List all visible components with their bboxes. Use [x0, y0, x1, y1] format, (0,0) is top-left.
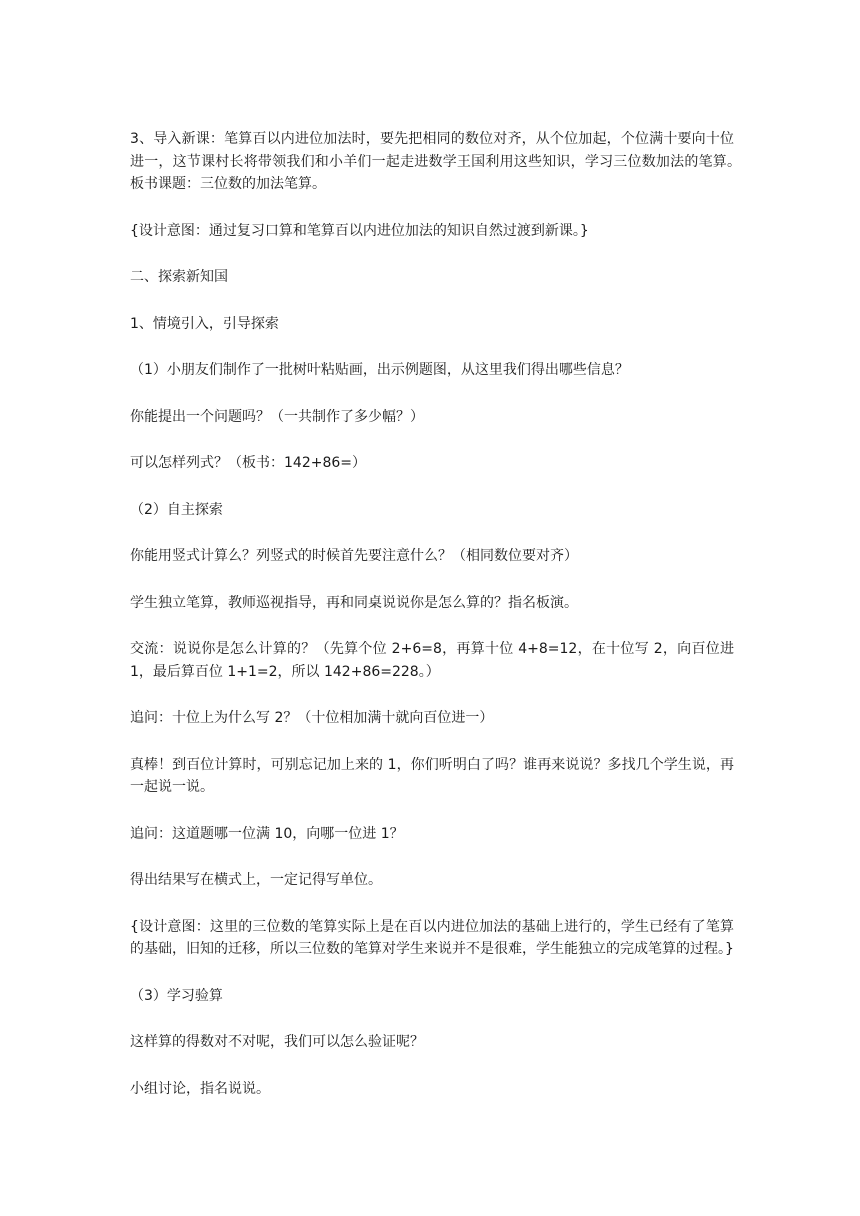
paragraph-equation: 可以怎样列式？（板书：142+86=）	[130, 455, 366, 471]
document-body	[130, 128, 748, 1124]
paragraph-step-2: （2）自主探索	[130, 501, 223, 518]
paragraph-vertical-calc: 你能用竖式计算么？列竖式的时候首先要注意什么？（相同数位要对齐）	[130, 548, 578, 564]
paragraph-verify-question: 这样算的得数对不对呢，我们可以怎么验证呢？	[130, 1034, 424, 1050]
paragraph-praise: 真棒！到百位计算时，可别忘记加上来的 1，你们听明白了吗？谁再来说说？多找几个学生说，再一起说一说。	[130, 756, 734, 795]
subsection-heading-scenario: 1、情境引入，引导探索	[130, 315, 279, 332]
paragraph-step-1: （1）小朋友们制作了一批树叶粘贴画，出示例题图，从这里我们得出哪些信息？	[130, 362, 629, 378]
paragraph-followup-2: 追问：这道题哪一位满 10，向哪一位进 1？	[130, 825, 404, 842]
paragraph-group-discussion: 小组讨论，指名说说。	[130, 1080, 270, 1097]
paragraph-result: 得出结果写在横式上，一定记得写单位。	[130, 872, 382, 888]
paragraph-followup-1: 追问：十位上为什么写 2？（十位相加满十就向百位进一）	[130, 710, 494, 726]
paragraph-question: 你能提出一个问题吗？（一共制作了多少幅？）	[130, 408, 424, 425]
paragraph-exchange: 交流：说说你是怎么计算的？（先算个位 2+6=8，再算十位 4+8=12，在十位写 2，向百位进 1，最后算百位 1+1=2，所以 142+86=228。）	[130, 641, 734, 680]
paragraph-design-intent-1: {设计意图：通过复习口算和笔算百以内进位加法的知识自然过渡到新课。}	[130, 222, 589, 239]
paragraph-intro-new-lesson: 3、导入新课：笔算百以内进位加法时，要先把相同的数位对齐，从个位加起，个位满十要向十位进一，这节课村长将带领我们和小羊们一起走进数学王国利用这些知识，学习三位数加法的笔算。 板书课题：三位数的加法笔算。	[130, 131, 748, 192]
section-heading-explore: 二、探索新知国	[130, 269, 228, 285]
paragraph-design-intent-2: {设计意图：这里的三位数的笔算实际上是在百以内进位加法的基础上进行的，学生已经有了笔算的基础，旧知的迁移，所以三位数的笔算对学生来说并不是很难，学生能独立的完成笔算的过程。}	[130, 918, 734, 957]
paragraph-step-3: （3）学习验算	[130, 987, 223, 1004]
paragraph-independent-work: 学生独立笔算，教师巡视指导，再和同桌说说你是怎么算的？指名板演。	[130, 594, 578, 611]
